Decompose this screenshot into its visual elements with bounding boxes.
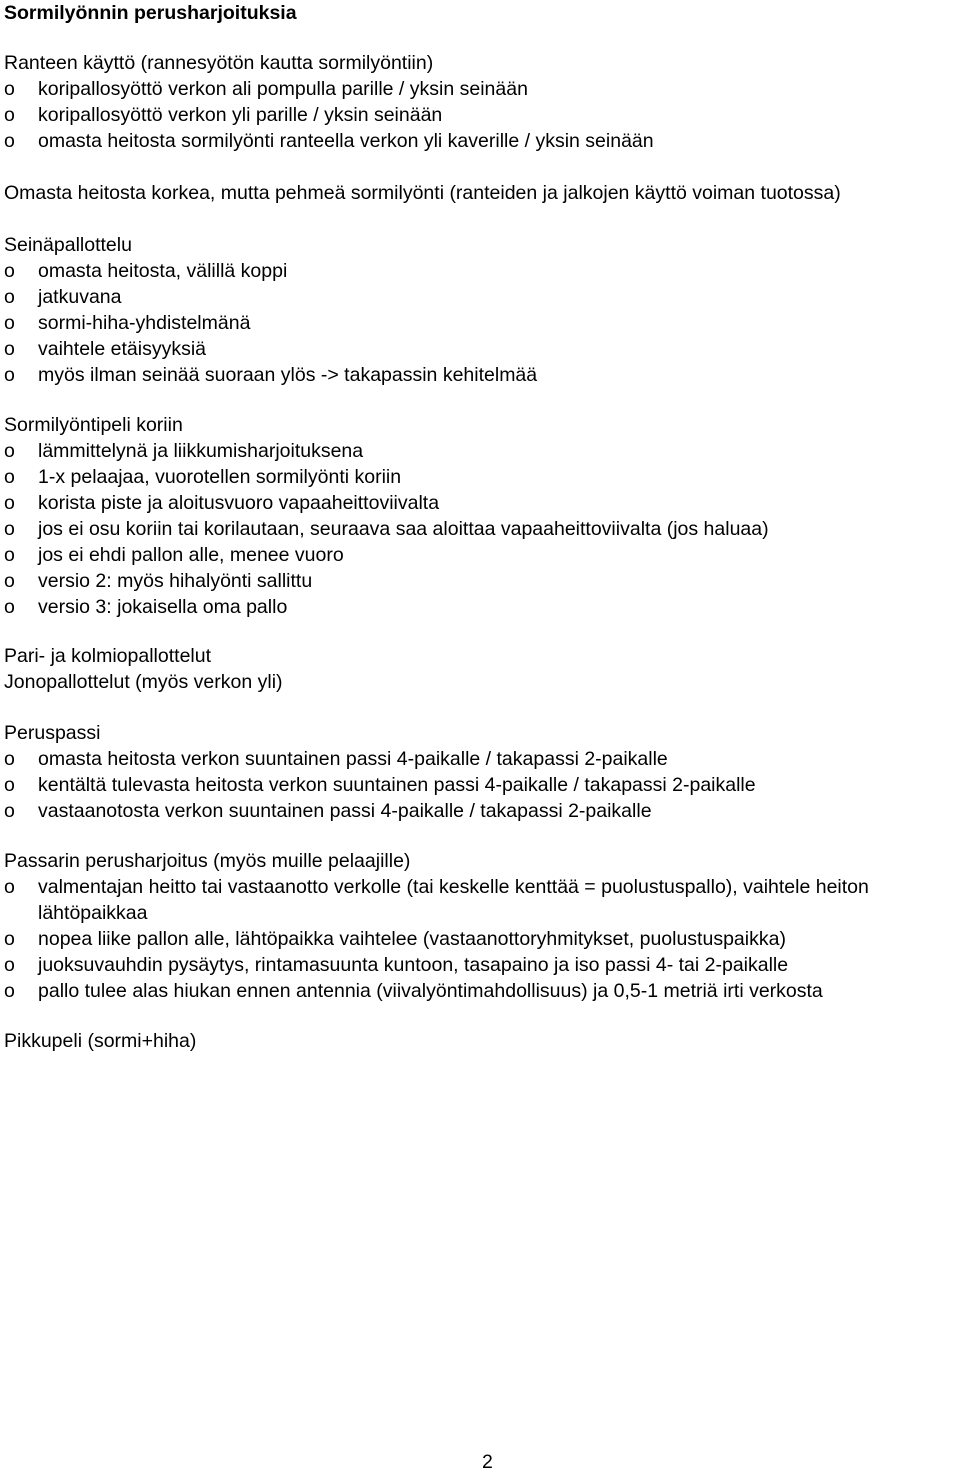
list-item: [4, 310, 956, 336]
bullet-marker: o: [4, 518, 15, 540]
bullet-marker: o: [4, 338, 15, 360]
list-item-text: jos ei ehdi pallon alle, menee vuoro: [38, 544, 344, 566]
section-heading: Sormilyöntipeli koriin: [4, 414, 183, 436]
list-item: [4, 362, 956, 388]
list-item-text: versio 2: myös hihalyönti sallittu: [38, 570, 313, 592]
bullet-marker: o: [4, 312, 15, 334]
list-item-text: korista piste ja aloitusvuoro vapaaheittoviivalta: [38, 492, 440, 514]
list-item: [4, 128, 956, 154]
list-item: [4, 874, 938, 926]
list-item: [4, 258, 956, 284]
list-item-text: vastaanotosta verkon suuntainen passi 4-paikalle / takapassi 2-paikalle: [38, 800, 652, 822]
list-item: [4, 926, 956, 952]
list-item-text: koripallosyöttö verkon yli parille / yksin seinään: [38, 104, 443, 126]
list-item: [4, 76, 956, 102]
list-item-text: jatkuvana: [38, 286, 122, 308]
list-item: [4, 516, 956, 542]
list-item-text: 1-x pelaajaa, vuorotellen sormilyönti koriin: [38, 466, 402, 488]
bullet-marker: o: [4, 954, 15, 976]
section-ranteen-kaytto: [4, 50, 956, 154]
list-item-text: sormi-hiha-yhdistelmänä: [38, 312, 251, 334]
bullet-marker: o: [4, 466, 15, 488]
section-heading: Pikkupeli (sormi+hiha): [4, 1030, 197, 1052]
bullet-marker: o: [4, 570, 15, 592]
section-heading: Pari- ja kolmiopallottelut: [4, 645, 212, 667]
section-heading: Seinäpallottelu: [4, 234, 132, 256]
list-item-text: versio 3: jokaisella oma pallo: [38, 596, 288, 618]
bullet-marker: o: [4, 544, 15, 566]
bullet-marker: o: [4, 286, 15, 308]
section-passarin-perusharjoitus: [4, 848, 956, 1004]
list-item: [4, 464, 956, 490]
list-item-text: myös ilman seinää suoraan ylös -> takapassin kehitelmää: [38, 364, 538, 386]
section-pallottelut: [4, 643, 956, 695]
list-item: [4, 978, 956, 1004]
section-heading: Passarin perusharjoitus (myös muille pelaajille): [4, 850, 411, 872]
list-item-text: omasta heitosta sormilyönti ranteella verkon yli kaverille / yksin seinään: [38, 130, 654, 152]
list-item-text: omasta heitosta verkon suuntainen passi 4-paikalle / takapassi 2-paikalle: [38, 748, 668, 770]
bullet-marker: o: [4, 980, 15, 1002]
list-item: [4, 568, 956, 594]
bullet-marker: o: [4, 774, 15, 796]
section-sormilyontipeli: [4, 412, 956, 620]
bullet-marker: o: [4, 440, 15, 462]
list-item: [4, 490, 956, 516]
list-item: [4, 746, 956, 772]
bullet-marker: o: [4, 78, 15, 100]
list-item-text: jos ei osu koriin tai korilautaan, seuraava saa aloittaa vapaaheittoviivalta (jos haluaa): [38, 518, 769, 540]
list-item-text: nopea liike pallon alle, lähtöpaikka vaihtelee (vastaanottoryhmitykset, puolustuspaikka): [38, 928, 786, 950]
section-peruspassi: [4, 720, 956, 824]
bullet-marker: o: [4, 492, 15, 514]
list-item-text: omasta heitosta, välillä koppi: [38, 260, 288, 282]
section-heading: Peruspassi: [4, 722, 101, 744]
list-item: [4, 772, 956, 798]
list-item: [4, 542, 956, 568]
list-item-text: valmentajan heitto tai vastaanotto verkolle (tai keskelle kenttää = puolustuspallo), vaihtele heiton lähtöpaikkaa: [38, 876, 869, 924]
list-item: [4, 594, 956, 620]
bullet-marker: o: [4, 130, 15, 152]
list-item-text: vaihtele etäisyyksiä: [38, 338, 206, 360]
section-seinapallottelu: [4, 232, 956, 388]
section-omasta-heitosta: [4, 180, 956, 206]
section-heading: Jonopallottelut (myös verkon yli): [4, 671, 283, 693]
bullet-marker: o: [4, 928, 15, 950]
section-heading: Ranteen käyttö (rannesyötön kautta sormilyöntiin): [4, 52, 434, 74]
bullet-marker: o: [4, 104, 15, 126]
bullet-marker: o: [4, 364, 15, 386]
bullet-marker: o: [4, 748, 15, 770]
bullet-marker: o: [4, 260, 15, 282]
page-number: 2: [482, 1451, 493, 1473]
list-item: [4, 284, 956, 310]
bullet-marker: o: [4, 800, 15, 822]
list-item: [4, 102, 956, 128]
list-item-text: lämmittelynä ja liikkumisharjoituksena: [38, 440, 364, 462]
bullet-marker: o: [4, 876, 15, 898]
page-title: Sormilyönnin perusharjoituksia: [4, 2, 297, 24]
section-heading: Omasta heitosta korkea, mutta pehmeä sormilyönti (ranteiden ja jalkojen käyttö voiman tuotossa): [4, 182, 841, 204]
list-item: [4, 336, 956, 362]
section-pikkupeli: [4, 1028, 956, 1054]
list-item: [4, 438, 956, 464]
list-item-text: kentältä tulevasta heitosta verkon suuntainen passi 4-paikalle / takapassi 2-paikalle: [38, 774, 756, 796]
list-item-text: juoksuvauhdin pysäytys, rintamasuunta kuntoon, tasapaino ja iso passi 4- tai 2-paikalle: [38, 954, 789, 976]
list-item-text: pallo tulee alas hiukan ennen antennia (viivalyöntimahdollisuus) ja 0,5-1 metriä irti verkosta: [38, 980, 823, 1002]
list-item: [4, 798, 956, 824]
bullet-marker: o: [4, 596, 15, 618]
list-item: [4, 952, 956, 978]
list-item-text: koripallosyöttö verkon ali pompulla parille / yksin seinään: [38, 78, 528, 100]
